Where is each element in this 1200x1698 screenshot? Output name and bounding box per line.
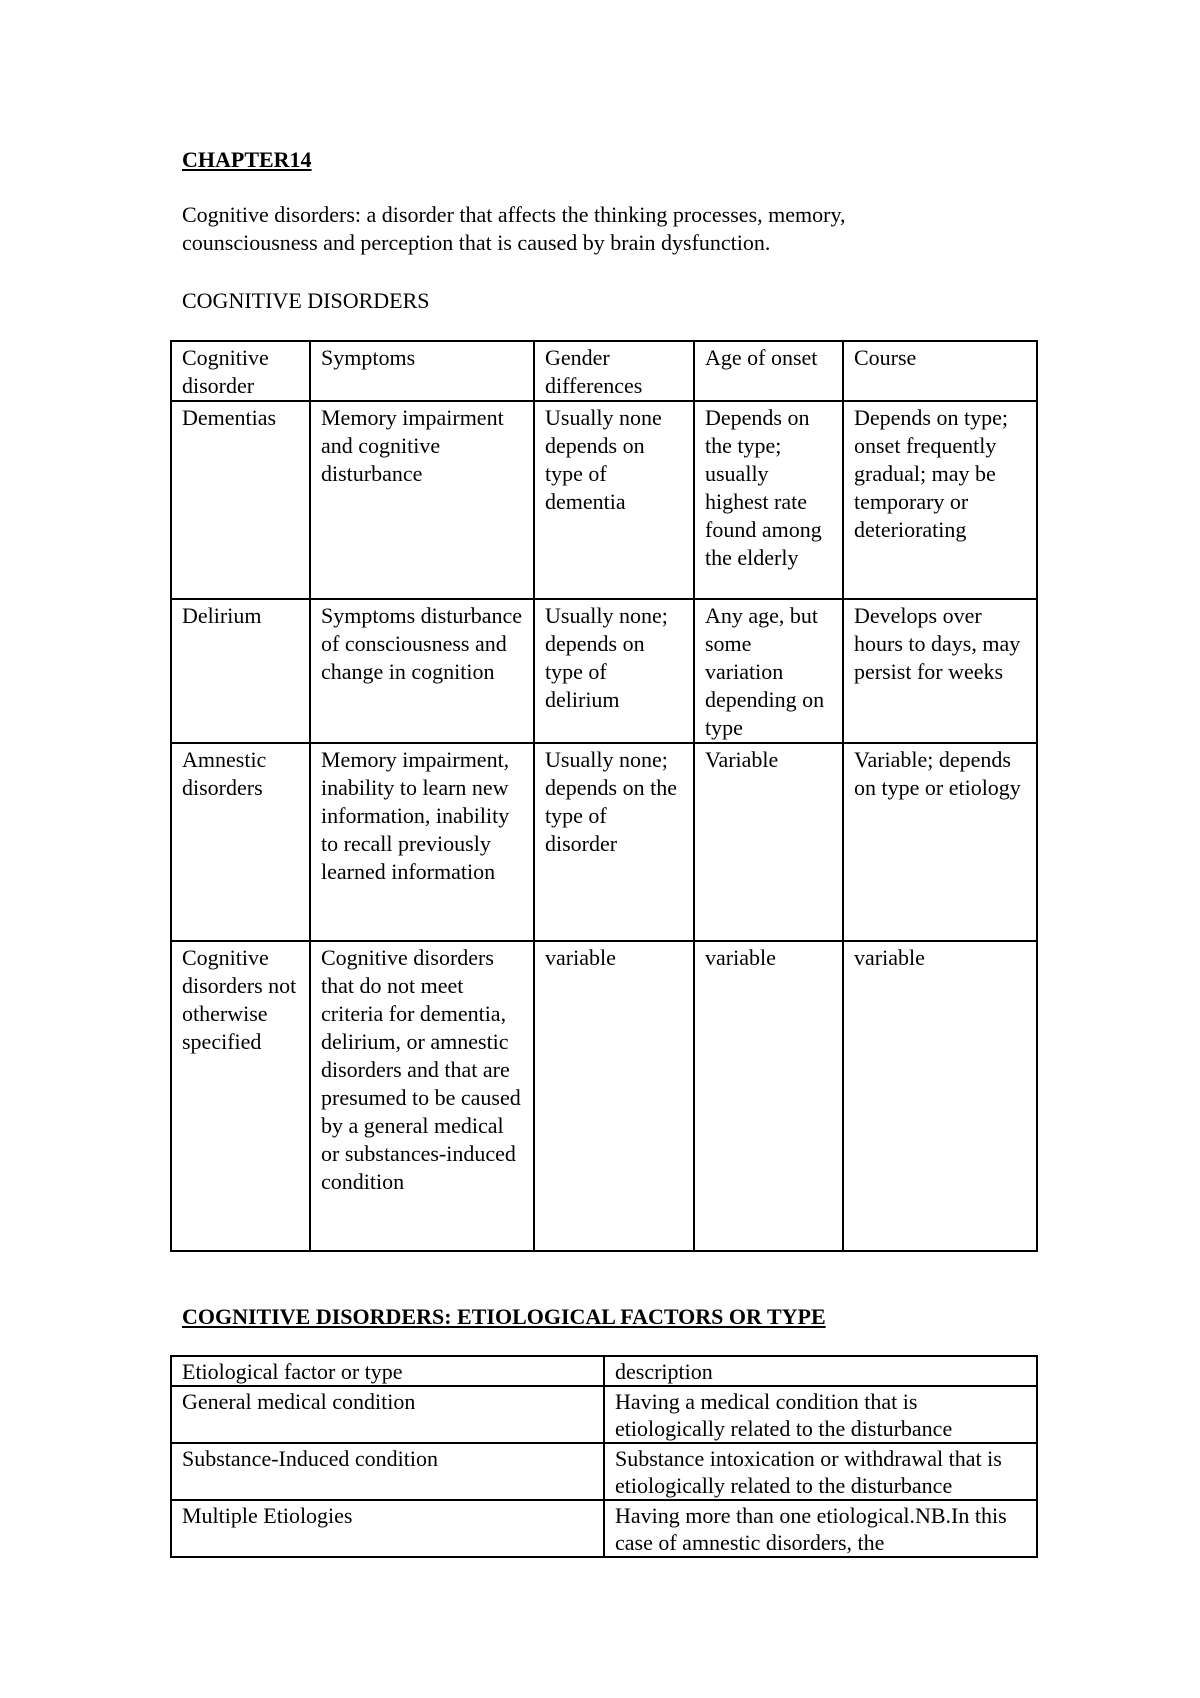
table-row [171, 1500, 1037, 1557]
table-row [171, 599, 1037, 743]
table-header-row [171, 1356, 1037, 1386]
table-cell: Delirium [171, 599, 310, 743]
table-cell: Having more than one etiological.NB.In this case of amnestic disorders, the [604, 1500, 1037, 1557]
table-cell: Multiple Etiologies [171, 1500, 604, 1557]
header-cell: Cognitive disorder [171, 341, 310, 401]
header-cell: Symptoms [310, 341, 534, 401]
table-row [171, 941, 1037, 1251]
table-cell: Variable; depends on type or etiology [843, 743, 1037, 941]
header-cell: Etiological factor or type [171, 1356, 604, 1386]
intro-paragraph: Cognitive disorders: a disorder that affects the thinking processes, memory, counsciousness and perception that is caused by brain dysfunction. [182, 202, 846, 255]
table-cell: Cognitive disorders that do not meet criteria for dementia, delirium, or amnestic disorders and that are presumed to be caused by a general medical or substances-induced condition [310, 941, 534, 1251]
table-cell: Having a medical condition that is etiologically related to the disturbance [604, 1386, 1037, 1443]
cognitive-disorders-table [170, 340, 1038, 1252]
table-cell: Substance intoxication or withdrawal that is etiologically related to the disturbance [604, 1443, 1037, 1500]
header-cell: Course [843, 341, 1037, 401]
header-cell: Age of onset [694, 341, 843, 401]
table-cell: Substance-Induced condition [171, 1443, 604, 1500]
table-header-row [171, 341, 1037, 401]
etiology-heading: COGNITIVE DISORDERS: ETIOLOGICAL FACTORS OR TYPE [182, 1304, 826, 1329]
table-cell: Develops over hours to days, may persist for weeks [843, 599, 1037, 743]
table-cell: Amnestic disorders [171, 743, 310, 941]
table-cell: General medical condition [171, 1386, 604, 1443]
table-row [171, 401, 1037, 599]
table-cell: variable [694, 941, 843, 1251]
header-cell: description [604, 1356, 1037, 1386]
table-cell: Variable [694, 743, 843, 941]
table-cell: Usually none; depends on the type of disorder [534, 743, 694, 941]
etiology-table [170, 1355, 1038, 1558]
section-label: COGNITIVE DISORDERS [182, 288, 430, 313]
table-row [171, 743, 1037, 941]
table-row [171, 1443, 1037, 1500]
table-cell: variable [843, 941, 1037, 1251]
table-cell: Usually none depends on type of dementia [534, 401, 694, 599]
table-cell: variable [534, 941, 694, 1251]
table-cell: Memory impairment and cognitive disturbance [310, 401, 534, 599]
chapter-title: CHAPTER14 [182, 147, 312, 172]
table-cell: Memory impairment, inability to learn new information, inability to recall previously learned information [310, 743, 534, 941]
table-cell: Depends on the type; usually highest rate found among the elderly [694, 401, 843, 599]
header-cell: Gender differences [534, 341, 694, 401]
table-cell: Usually none; depends on type of delirium [534, 599, 694, 743]
table-cell: Cognitive disorders not otherwise specified [171, 941, 310, 1251]
table-cell: Symptoms disturbance of consciousness and change in cognition [310, 599, 534, 743]
table-cell: Dementias [171, 401, 310, 599]
table-cell: Depends on type; onset frequently gradual; may be temporary or deteriorating [843, 401, 1037, 599]
table-cell: Any age, but some variation depending on type [694, 599, 843, 743]
table-row [171, 1386, 1037, 1443]
